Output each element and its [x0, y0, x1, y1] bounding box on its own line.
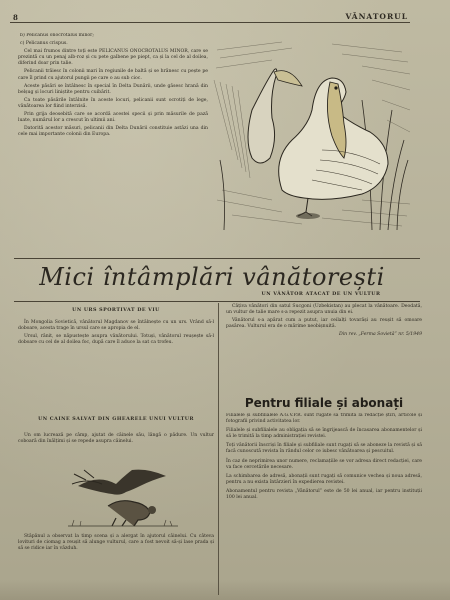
story-paragraph: Vânătorul s-a apărat cum a putut, iar ceilalți tovarăși au reușit să omoare pasărea. Vulturul era de o mărime neobișnuită.: [226, 318, 422, 330]
notice-paragraph: La schimbarea de adresă, abonații sunt rugați să comunice vechea și noua adresă, pentru a nu exista întârzieri în expedierea revistei.: [226, 473, 422, 485]
story-paragraph: Stăpânul a observat la timp scena și a alergat în ajutorul câinelui. Cu câteva lovituri de ciomag a reușit să alunge vulturul, care a fost nevoit să-și lase prada și să se ridice iar în văzduh.: [18, 534, 214, 552]
notice-title: Pentru filiale și abonați: [244, 396, 404, 410]
story-body-hunter: [226, 304, 422, 384]
article-paragraph: c) Pelicanus crispus.: [20, 41, 68, 47]
notice-paragraph: Filialele și subfilialele A.G.V.P.R. sunt rugate să trimită la redacție știri, articole și fotografii privind activitatea lor.: [226, 413, 422, 425]
story-paragraph: Un om lucrează pe câmp, ajutat de câinele său, lângă o pădure. Un vultur coboară din înălțimi și se repede asupra câinelui.: [18, 433, 214, 445]
article-paragraph: Cel mai frumos dintre toți este PELICANUS ONOCROTALUS MINOR, care se prezintă cu un penaj alb-roz și cu pete galbene pe piept, ca și la cel de al doilea, diferind doar prin talie.: [18, 49, 208, 67]
story-title-hunter: UN VÂNĂTOR ATACAT DE UN VULTUR: [261, 291, 381, 297]
column-separator: [218, 303, 219, 595]
pelican-article: [18, 33, 208, 253]
article-paragraph: Ca toate păsările întâlnite în aceste locuri, pelicanii sunt ocrotiți de lege, vânătoarea lor fiind interzisă.: [18, 97, 208, 109]
notice-paragraph: Filialele și subfilialele au obligația să se îngrijească de încasarea abonamentelor și să le trimită la timp administrației revistei.: [226, 428, 422, 440]
story-paragraph: În Mongolia Sovietică, vânătorul Magdanov se întâlnește cu un urs. Vrând să-l doboare, acesta trage în ursul care se apropia de el.: [18, 320, 214, 332]
story-body-dog-intro: [18, 433, 214, 458]
notice-paragraph: Toți vânătorii înscriși în filiale și subfiliale sunt rugați să se aboneze la revistă și să facă cunoscută revista în rândul celor ce iubesc vânătoarea și pescuitul.: [226, 443, 422, 455]
article-paragraph: b) Pelicanus onocrotalus minor;: [20, 33, 94, 38]
header-rule: [10, 22, 410, 23]
hunting-scene-illustration: [68, 466, 178, 528]
article-paragraph: Pelicanii trăiesc în colonii mari în regiunile de baltă și se hrănesc cu pește pe care îl prind cu ajutorul pungii pe care o au sub cioc.: [18, 69, 208, 81]
notice-paragraph: În caz de neprimirea unor numere, reclamațiile se vor adresa direct redacției, care va face cercetările necesare.: [226, 458, 422, 470]
story-title-dog: UN CAINE SALVAT DIN GHEARELE UNUI VULTUR: [38, 416, 194, 422]
notice-paragraph: Abonamentul pentru revista „Vânătorul” este de 50 lei anual, iar pentru instituții 100 lei anual.: [226, 488, 422, 501]
article-paragraph: Datorită acestor măsuri, pelicanii din Delta Dunării constituie astăzi una din cele mai importante colonii din Europa.: [18, 126, 208, 138]
story-source: Din rev. „Ferma Sovietă” nr. 5/1949: [338, 332, 422, 338]
article-paragraph: Aceste păsări se întâlnesc în special în Delta Dunării, unde găsesc hrană din belșug și locuri liniștite pentru cuibărit.: [18, 83, 208, 95]
journal-title: VÂNATORUL: [345, 12, 408, 21]
section-divider: [14, 258, 420, 259]
headline-divider: [14, 301, 420, 302]
article-paragraph: Prin grija deosebită care se acordă acestei specii și prin măsurile de pază luate, numărul lor a crescut în ultimii ani.: [18, 112, 208, 124]
story-body-dog-ending: [18, 534, 214, 594]
story-body-bear: [18, 320, 214, 410]
section-headline: Mici întâmplări vânătorești: [39, 263, 385, 291]
page-number: 8: [13, 13, 18, 22]
story-paragraph: Ursul, rănit, se năpustește asupra vânătorului. Totuși, vânătorul reușește să-l doboare cu cel de al doilea foc, după care îl aduce la sat ca trofeu.: [18, 334, 214, 346]
notice-body: [226, 413, 422, 595]
pelicans-illustration: [212, 40, 412, 232]
story-title-bear: UN URS SPORTIVAT DE VIU: [72, 307, 160, 313]
story-paragraph: Câțiva vânători din satul Sucgoni (Uzbekistan) au plecat la vânătoare. Deodată, un vultur de talie mare s-a repezit asupra unuia din ei.: [226, 304, 422, 316]
